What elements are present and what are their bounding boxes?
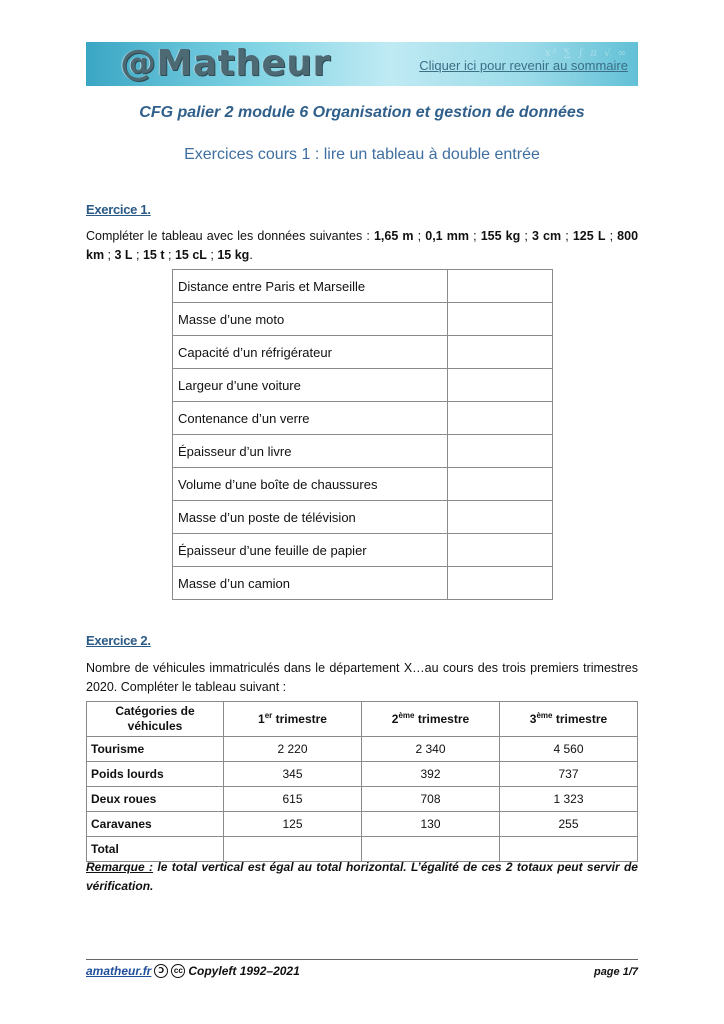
row-label: Masse d’un camion	[173, 567, 448, 600]
category-cell: Poids lourds	[87, 762, 224, 787]
row-label: Contenance d’un verre	[173, 402, 448, 435]
data-value: 15 kg	[217, 248, 250, 262]
table-header-category: Catégories de véhicules	[87, 702, 224, 737]
answer-cell[interactable]	[448, 336, 553, 369]
table-row	[173, 567, 553, 600]
data-value: 125 L	[572, 229, 606, 243]
exercise1-data-values: 1,65 m ; 0,1 mm ; 155 kg ; 3 cm ; 125 L ; 800 km ; 3 L ; 15 t ; 15 cL ; 15 kg	[86, 229, 639, 262]
table-row	[173, 468, 553, 501]
copyleft-icon: Ↄ	[154, 964, 168, 978]
row-label: Distance entre Paris et Marseille	[173, 270, 448, 303]
data-value: 15 cL	[174, 248, 207, 262]
value-cell: 2 340	[362, 737, 500, 762]
quarter-word: trimestre	[552, 712, 608, 726]
exercise2-table	[86, 701, 638, 862]
category-cell: Deux roues	[87, 787, 224, 812]
value-cell: 130	[362, 812, 500, 837]
banner-decoration: x² ∑ ∫ π √ ∞	[544, 48, 628, 59]
value-cell: 345	[224, 762, 362, 787]
exercise1-intro-text: Compléter le tableau avec les données suivantes :	[86, 229, 374, 243]
table-header-quarter	[500, 702, 638, 737]
exercise1-table	[172, 269, 553, 600]
exercise1-intro: Compléter le tableau avec les données suivantes : 1,65 m ; 0,1 mm ; 155 kg ; 3 cm ; 125 L ; 800 km ; 3 L ; 15 t ; 15 cL ; 15 kg.	[86, 229, 639, 262]
creative-commons-icon: cc	[171, 964, 185, 978]
table-header-quarter	[224, 702, 362, 737]
data-value: 3 L	[114, 248, 133, 262]
category-cell: Caravanes	[87, 812, 224, 837]
data-value: 3 cm	[531, 229, 562, 243]
answer-cell[interactable]	[448, 369, 553, 402]
value-cell: 708	[362, 787, 500, 812]
table-row	[173, 534, 553, 567]
header-banner	[86, 42, 638, 86]
category-cell: Tourisme	[87, 737, 224, 762]
table-row	[87, 737, 638, 762]
quarter-suffix: er	[264, 711, 273, 720]
data-value: 0,1 mm	[425, 229, 469, 243]
row-label: Masse d’une moto	[173, 303, 448, 336]
table-row	[173, 336, 553, 369]
data-value: 15 t	[142, 248, 165, 262]
value-cell: 2 220	[224, 737, 362, 762]
quarter-suffix: ème	[398, 711, 415, 720]
data-value: 1,65 m	[373, 229, 414, 243]
footer-copyleft: Copyleft 1992–2021	[188, 964, 300, 978]
row-label: Masse d’un poste de télévision	[173, 501, 448, 534]
answer-cell[interactable]	[448, 402, 553, 435]
quarter-suffix: ème	[536, 711, 553, 720]
footer-left	[86, 964, 300, 978]
table-row	[173, 270, 553, 303]
footer-divider	[86, 959, 638, 960]
quarter-number: 2	[391, 712, 399, 726]
answer-cell[interactable]	[448, 270, 553, 303]
table-row	[87, 762, 638, 787]
answer-cell[interactable]	[448, 435, 553, 468]
footer-page-number: page 1/7	[593, 966, 638, 978]
value-cell: 737	[500, 762, 638, 787]
quarter-number: 3	[529, 712, 537, 726]
remark-text: le total vertical est égal au total horizontal. L’égalité de ces 2 totaux peut servir de vérification.	[86, 860, 638, 893]
remark-label: Remarque :	[86, 860, 154, 874]
data-value: 155 kg	[480, 229, 521, 243]
table-row	[87, 812, 638, 837]
answer-cell[interactable]	[448, 468, 553, 501]
answer-cell[interactable]	[448, 303, 553, 336]
exercise1-heading: Exercice 1.	[86, 202, 151, 217]
quarter-word: trimestre	[414, 712, 470, 726]
row-label: Capacité d’un réfrigérateur	[173, 336, 448, 369]
row-label: Volume d’une boîte de chaussures	[173, 468, 448, 501]
return-to-summary-link[interactable]: Cliquer ici pour revenir au sommaire	[419, 58, 628, 73]
page-subtitle: Exercices cours 1 : lire un tableau à double entrée	[184, 146, 540, 163]
footer-site-link[interactable]: amatheur.fr	[86, 964, 152, 978]
value-cell: 125	[224, 812, 362, 837]
quarter-word: trimestre	[272, 712, 327, 726]
value-cell: 1 323	[500, 787, 638, 812]
remark	[86, 858, 638, 896]
data-value: 800 km	[86, 229, 639, 262]
table-row	[173, 369, 553, 402]
value-cell: 4 560	[500, 737, 638, 762]
table-header-quarter	[362, 702, 500, 737]
answer-cell[interactable]	[448, 534, 553, 567]
value-cell: 255	[500, 812, 638, 837]
site-logo[interactable]: @Matheur	[120, 43, 331, 84]
row-label: Épaisseur d’un livre	[173, 435, 448, 468]
exercise2-intro: Nombre de véhicules immatriculés dans le département X…au cours des trois premiers trimestres 2020. Compléter le tableau suivant :	[86, 661, 638, 694]
value-cell: 615	[224, 787, 362, 812]
table-row	[173, 435, 553, 468]
exercise2-heading: Exercice 2.	[86, 633, 151, 648]
table-row	[173, 303, 553, 336]
category-cell: Total	[87, 837, 224, 862]
quarter-number: 1	[258, 712, 265, 726]
table-row	[173, 501, 553, 534]
answer-cell[interactable]	[448, 567, 553, 600]
row-label: Largeur d’une voiture	[173, 369, 448, 402]
table-row	[87, 787, 638, 812]
answer-cell[interactable]	[448, 501, 553, 534]
table-row	[173, 402, 553, 435]
value-cell: 392	[362, 762, 500, 787]
page-title: CFG palier 2 module 6 Organisation et gestion de données	[139, 104, 585, 121]
row-label: Épaisseur d’une feuille de papier	[173, 534, 448, 567]
